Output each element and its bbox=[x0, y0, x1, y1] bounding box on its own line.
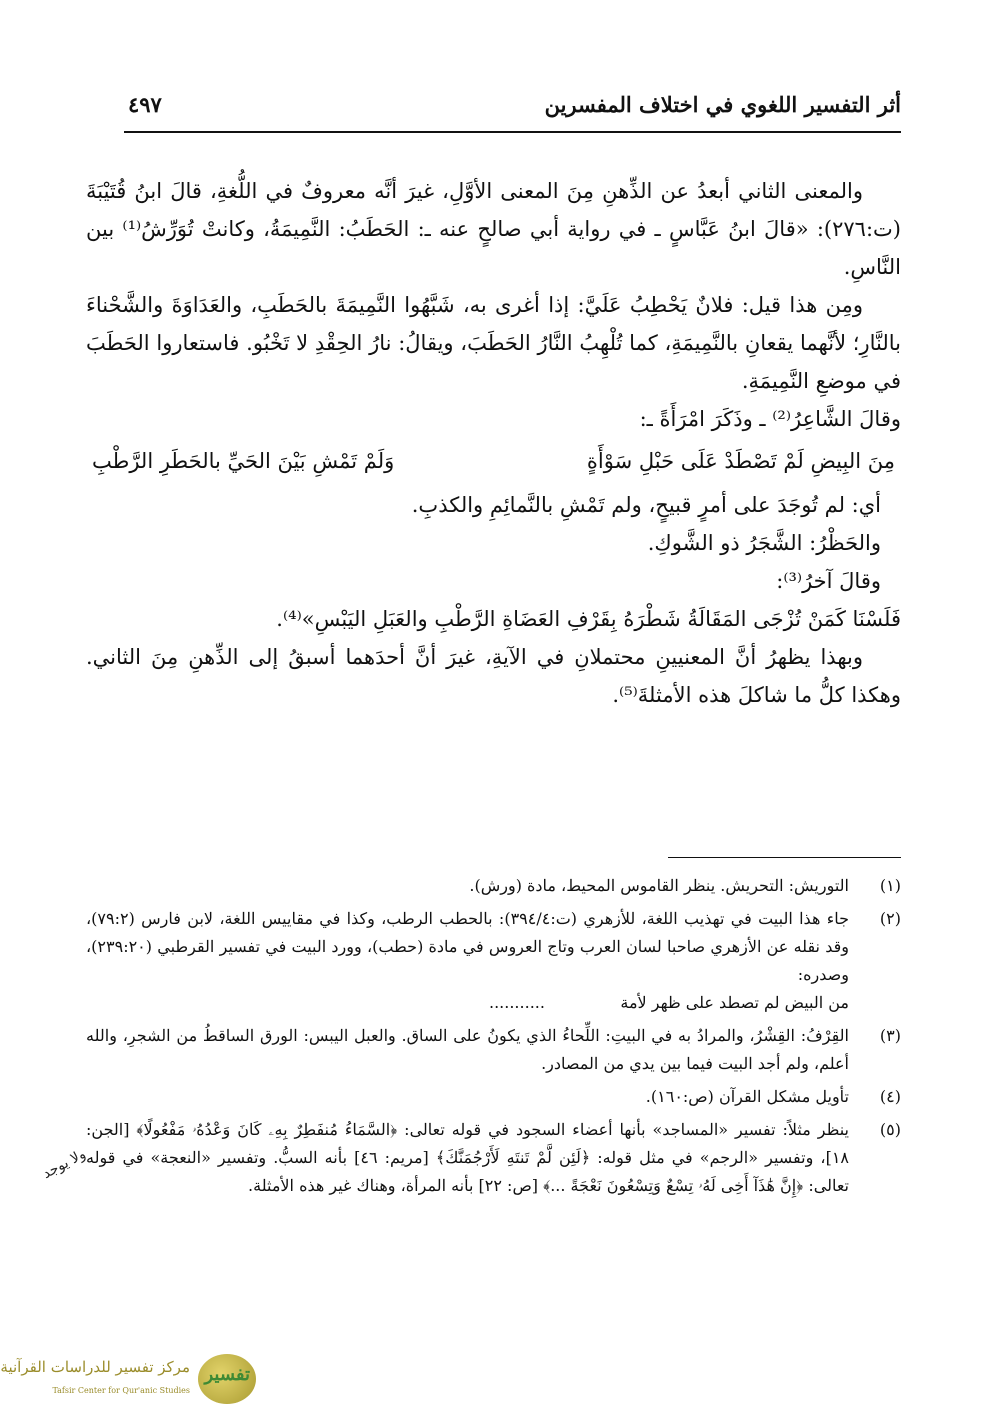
footnote bbox=[86, 1022, 901, 1078]
running-header bbox=[128, 92, 901, 128]
footnote-number: (٤) bbox=[879, 1087, 901, 1106]
verse-second-hemistich: وَلَمْ تَمْشِ بَيْنَ الحَيِّ بالحَطَرِ الرَّطْبِ bbox=[92, 449, 395, 473]
logo-english-name: Tafsir Center for Qur'anic Studies bbox=[52, 1386, 190, 1395]
footnote bbox=[86, 1116, 901, 1200]
footnote-number: (١) bbox=[879, 876, 901, 895]
poetry-verse: فَلَسْنَا كَمَنْ تُزْجَى المَقَالَةُ شَطْرَهُ بِقَرْفِ العَضَاةِ الرَّطْبِ والعَبَلِ اليَبْسِ»⁽⁴⁾. bbox=[276, 607, 901, 631]
footnote bbox=[86, 1083, 901, 1111]
paragraph: ومِن هذا قيل: فلانٌ يَحْطِبُ عَلَيَّ: إذا أغرى به، شَبَّهُوا النَّمِيمَةَ بالحَطَبِ، والعَدَاوَةَ والشَّحْناءَ بالنَّارِ؛ لأنَّهما يقعانِ بالنَّمِيمَةِ، كما تُلْهِبُ النَّارُ الحَطَبَ، ويقالُ: نارُ الحِقْدِ لا تَخْبُو. فاستعاروا الحَطَبَ في موضعِ النَّمِيمَةِ. bbox=[86, 293, 901, 393]
footnote-separator bbox=[668, 857, 901, 858]
footnote bbox=[86, 872, 901, 900]
paragraph: وقالَ الشَّاعِرُ⁽²⁾ ـ وذَكَرَ امْرَأَةً ـ: bbox=[639, 407, 901, 431]
footnotes bbox=[86, 872, 901, 1205]
footnote-verse-first: من البيض لم تصطد على ظهر لأمة bbox=[620, 993, 849, 1012]
paragraph: والحَظْرُ: الشَّجَرُ ذو الشَّوكِ. bbox=[647, 531, 881, 555]
poetry-verse bbox=[86, 442, 901, 480]
footnote-verse-second: ........... bbox=[489, 993, 545, 1012]
footnote-number: (٥) bbox=[879, 1120, 901, 1139]
page-number: ٤٩٧ bbox=[128, 92, 162, 117]
paragraph: وقالَ آخرُ⁽³⁾: bbox=[776, 569, 881, 593]
footnote-text: القِرْفُ: القِشْرُ، والمرادُ به في البيتِ: اللِّحاءُ الذي يكونُ على الساق. والعبل اليبس: الورق الساقطُ من الشجرِ، والله أعلم، ولم أجد البيت فيما بين يدي من المصادر. bbox=[86, 1026, 849, 1073]
book-title: أثر التفسير اللغوي في اختلاف المفسرين bbox=[544, 92, 901, 117]
footnote-number: (٢) bbox=[879, 909, 901, 928]
paragraph: والمعنى الثاني أبعدُ عن الذِّهنِ مِنَ المعنى الأوَّلِ، غيرَ أنَّه معروفٌ في اللُّغةِ، قالَ ابنُ قُتَيْبَةَ (ت:٢٧٦): «قالَ ابنُ عَبَّاسٍ ـ في رواية أبي صالحٍ عنه ـ: الحَطَبُ: النَّمِيمَةُ، وكانتْ تُوَرِّشُ⁽¹⁾ بين النَّاسِ. bbox=[86, 179, 901, 279]
verse-first-hemistich: مِنَ البِيضِ لَمْ تَصْطَدْ عَلَى حَبْلِ سَوْأَةٍ bbox=[586, 449, 895, 473]
logo-arabic-name: مركز تفسير للدراسات القرآنية bbox=[0, 1358, 190, 1376]
footnote-number: (٣) bbox=[879, 1026, 901, 1045]
paragraph: وبهذا يظهرُ أنَّ المعنيينِ محتملانِ في الآيةِ، غيرَ أنَّ أحدَهما أسبقُ إلى الذِّهنِ مِنَ الثاني. وهكذا كلُّ ما شاكلَ هذه الأمثلةَ⁽⁵⁾. bbox=[86, 645, 901, 707]
header-rule bbox=[124, 131, 901, 133]
handwritten-margin-note: ولا يوجد bbox=[40, 1146, 89, 1183]
footnote-text: جاء هذا البيت في تهذيب اللغة، للأزهري (ت:٣٩٤/٤): بالحطب الرطب، وكذا في مقاييس اللغة، لابن فارس (٧٩:٢)، وقد نقله عن الأزهري صاحبا لسان العرب وتاج العروس في مادة (حطب)، وورد البيت في تفسير القرطبي (٢٣٩:٢٠)، وصدره: bbox=[86, 909, 850, 984]
footnote-text: تأويل مشكل القرآن (ص:١٦٠). bbox=[645, 1087, 849, 1106]
footnote-verse bbox=[489, 989, 849, 1017]
footnote-text: ينظر مثلاً: تفسير «المساجد» بأنها أعضاء السجود في قوله تعالى: ﴿السَّمَاءُ مُنفَطِرٌ بِهِۦ كَانَ وَعْدُهُۥ مَفْعُولًا﴾ [الجن: ١٨]، وتفسير «الرجم» في مثل قوله: ﴿لَئِن لَّمْ تَنتَهِ لَأَرْجُمَنَّكَ﴾ [مريم: ٤٦] بأنه السبُّ. وتفسير «النعجة» في قوله تعالى: ﴿إِنَّ هَٰذَآ أَخِى لَهُۥ تِسْعٌ وَتِسْعُونَ نَعْجَةً ...﴾ [ص: ٢٢] بأنه المرأة، وهناك غير هذه الأمثلة. bbox=[86, 1120, 849, 1195]
footnote-text: التوريش: التحريش. ينظر القاموس المحيط، مادة (ورش). bbox=[469, 876, 849, 895]
footnote bbox=[86, 905, 901, 1017]
main-text bbox=[86, 172, 901, 714]
logo-word: تفسير bbox=[204, 1364, 250, 1385]
tafsir-center-logo bbox=[0, 1352, 256, 1406]
paragraph: أي: لم تُوجَدَ على أمرٍ قبيحٍ، ولم تَمْشِ بالنَّمائِمِ والكذبِ. bbox=[411, 493, 881, 517]
